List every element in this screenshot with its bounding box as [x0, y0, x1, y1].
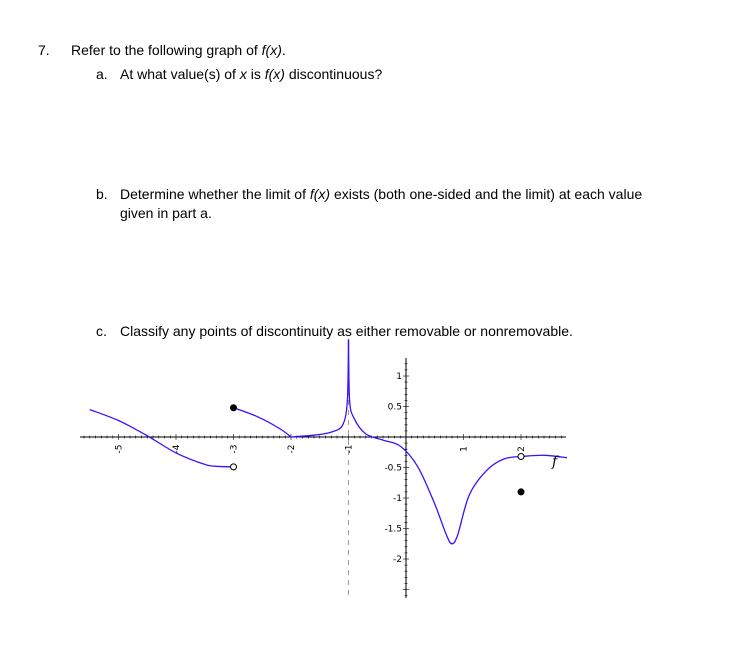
part-b-letter: b.: [96, 186, 108, 202]
part-c-text: Classify any points of discontinuity as either removable or nonremovable.: [120, 323, 573, 339]
curve-segment: [90, 410, 234, 467]
prompt-function: f(x): [261, 42, 282, 58]
x-tick-label: 2: [517, 446, 527, 452]
x-tick-label: -4: [172, 444, 182, 454]
part-c-letter: c.: [96, 323, 107, 339]
filled-point: [518, 489, 524, 495]
part-a-variable: x: [239, 66, 247, 82]
y-tick-label: -2: [393, 555, 402, 565]
prompt-suffix: .: [281, 42, 286, 58]
part-a-letter: a.: [96, 66, 108, 82]
curve-segment: [234, 408, 292, 437]
part-a-function: f(x): [264, 66, 285, 82]
open-point: [231, 464, 237, 470]
open-point: [518, 454, 524, 460]
x-tick-label: -5: [114, 444, 125, 454]
x-tick-label: 1: [459, 446, 470, 452]
y-tick-label: 1: [396, 372, 402, 382]
x-tick-label: -2: [287, 444, 297, 454]
part-a-text-2: is: [246, 66, 265, 82]
part-b-text-2: exists (both one-sided and the limit) at each value: [330, 186, 643, 202]
curve-segment: [521, 455, 567, 457]
part-b-text-line2: given in part a.: [120, 205, 212, 221]
y-tick-label: -0.5: [384, 463, 402, 474]
x-tick-label: -1: [344, 444, 355, 454]
filled-point: [231, 405, 237, 411]
question-number: 7.: [38, 42, 50, 58]
curve-segment: [349, 339, 522, 543]
y-tick-label: -1.5: [384, 524, 402, 535]
part-b-text-1: Determine whether the limit of: [120, 186, 310, 202]
prompt-prefix: Refer to the following graph of: [71, 42, 262, 58]
curve-segment: [291, 339, 349, 437]
y-tick-label: -1: [393, 494, 402, 504]
x-tick-label: -3: [229, 444, 240, 454]
part-a-text-1: At what value(s) of: [120, 66, 240, 82]
function-label: f: [552, 454, 558, 470]
part-a-text-3: discontinuous?: [284, 66, 383, 82]
part-b-function: f(x): [309, 186, 331, 202]
y-tick-label: 0.5: [387, 402, 402, 413]
